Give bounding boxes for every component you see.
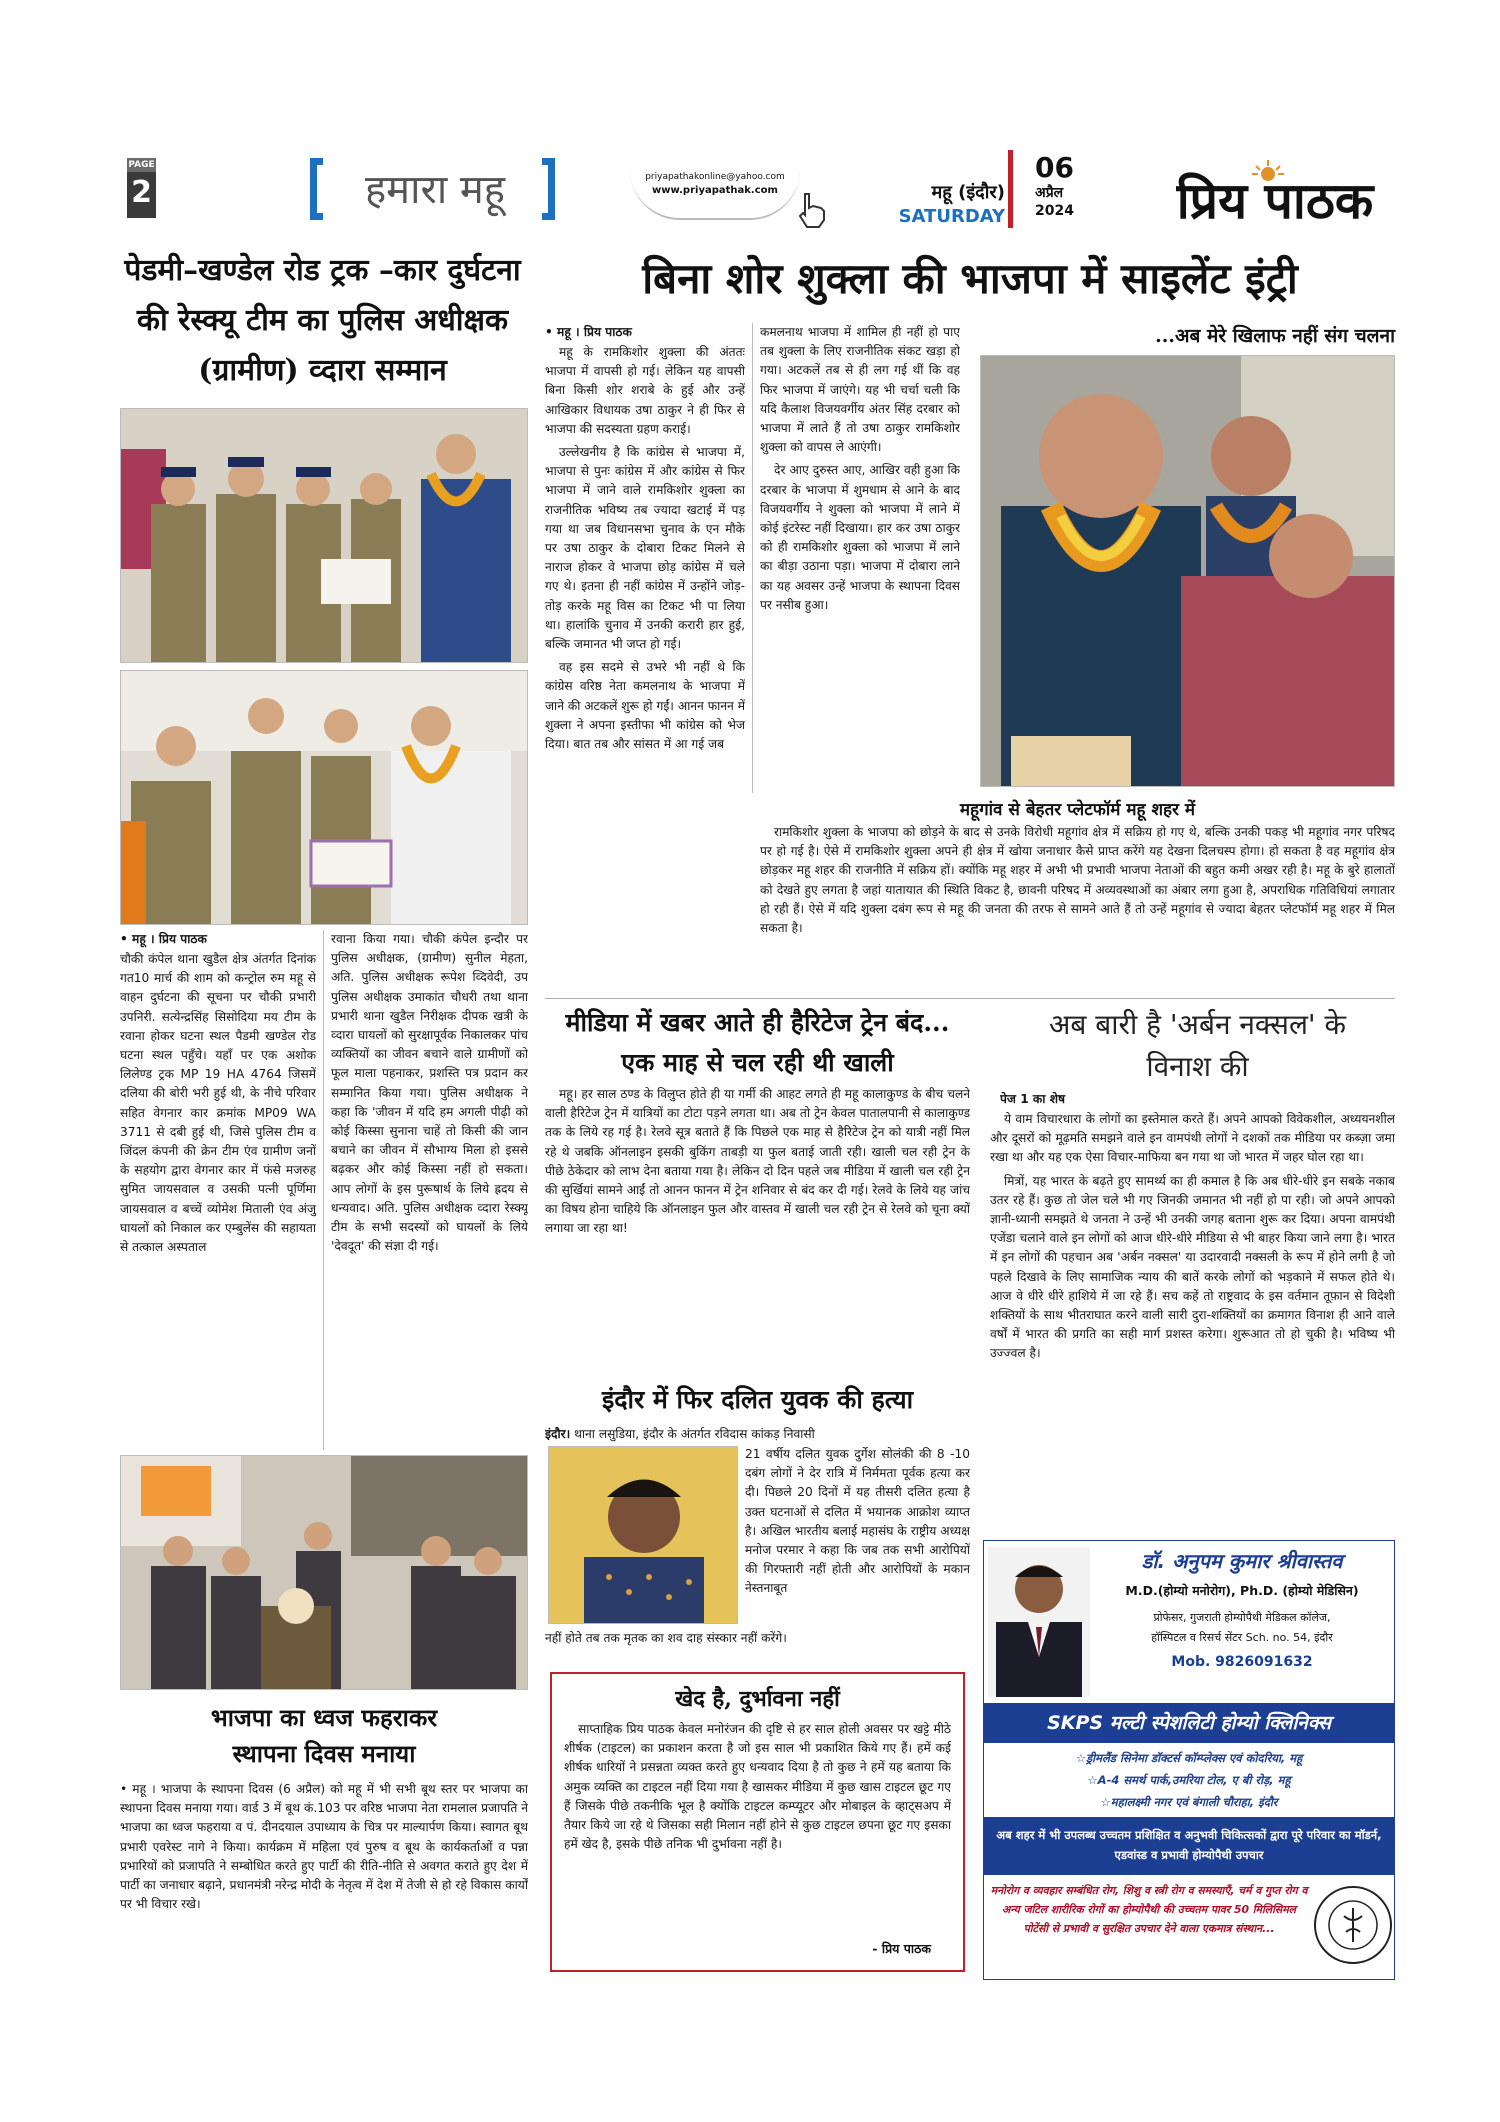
email-text: priyapathakonline@yahoo.com (645, 172, 785, 182)
doctor-ad (983, 1540, 1395, 1980)
apology-signoff: - प्रिय पाठक (872, 1941, 931, 1956)
indore-body-top: इंदौर। थाना लसुडिया, इंदौर के अंतर्गत रविदास कांकड़ निवासी (545, 1427, 815, 1441)
police-col-2: रवाना किया गया। चौकी कंपेल इन्दौर पर पुलिस अधीक्षक, (ग्रामीण) सुनील मेहता, अति. पुलिस अधीक्षक रूपेश व्दिवेदी, उप पुलिस अधीक्षक उमाकांत चौधरी तथा थाना प्रभारी थाना खुडैल निरीक्षक दीपक खत्री के व्दारा घायलों को सुरक्षापूर्वक निकालकर पांच व्यक्तियों का जीवन बचाने वाले ग्रामीणों को फूल माला पहनाकर, प्रशस्ति पत्र प्रदान कर सम्मानित किया गया। पुलिस अधीक्षक ने कहा कि 'जीवन में यदि हम अगली पीढ़ी को कोई किस्सा सुनाना चाहें तो किसी की जान बचाने का जीवन में सौभाग्य मिला हो इससे बढ़कर और कोई किस्सा नहीं हो सकता। आप लोगों के इस पुरूषार्थ के लिये ह्रदय से धन्यवाद। अति. पुलिस अधीक्षक व्दारा रेस्क्यू टीम के सभी सदस्यों को घायलों के लिये 'देवदूत' की संज्ञा दी गई। (331, 932, 528, 1254)
shukla-col-1: महू के रामकिशोर शुक्ला की अंततः भाजपा में वापसी हो गई। लेकिन यह वापसी बिना किसी शोर शराबे के हुई और उन्हें आखिकार विधायक उषा ठाकुर ने ही फिर से भाजपा की सदस्यता ग्रहण कराई। उल्लेखनीय है कि कांग्रेस से भाजपा में, भाजपा से पुनः कांग्रेस में और कांग्रेस से फिर भाजपा में जाने वाले रामकिशोर शुक्ला का राजनीतिक भविष्य तब ज्यादा खटाई में पड़ गया था जब विधानसभा चुनाव के एन मौके पर उषा ठाकुर के दोबारा टिकट मिलने से नाराज होकर वे भाजपा छोड़ कांग्रेस में चले गए थे। इतना ही नहीं कांग्रेस में उन्होंने जोड़-तोड़ करके महू विस का टिकट भी पा लिया था। हालांकि चुनाव में उनकी करारी हार हुई, बल्कि जमानत भी जप्त हो गई। वह इस सदमे से उभरे भी नहीं थे कि कांग्रेस वरिष्ठ नेता कमलनाथ के भाजपा में जाने की अटकलें शुरू हो गईं। आनन फानन में शुक्ला ने अपना इस्तीफा भी कांग्रेस को भेज दिया। बात तब और सांसत में आ गई जब (545, 345, 745, 752)
edition-day: SATURDAY (898, 206, 1005, 227)
naxal-continued: पेज 1 का शेष (1000, 1092, 1066, 1106)
shukla-subhead: ...अब मेरे खिलाफ नहीं संग चलना (1155, 325, 1395, 347)
bjp-flag-body: • महू । भाजपा के स्थापना दिवस (6 अप्रैल) को महू में भी सभी बूथ स्तर पर भाजपा का स्थापना दिवस मनाया गया। वार्ड 3 में बूथ कं.103 पर वरिष्ठ भाजपा नेता रामलाल प्रजापति ने भाजपा का ध्वज फहराया व पं. दीनदयाल उपाध्याय के चित्र पर माल्यार्पण किया। स्वागत बूथ प्रभारी एवरेस्ट नागे ने किया। कार्यक्रम में महिला एवं पुरुष व बूथ के कार्यकर्ताओं व पन्ना प्रभारियों को प्रजापति ने सम्बोधित करते हुए पार्टी की रीति-नीति से अवगत कराते हुए देश में पार्टी का जनाधार बढ़ाने, प्रधानमंत्री नरेन्द्र मोदी के नेतृत्व में देश में तेजी से हो रहे विकास कार्यों पर भी विचार रखे। (120, 1782, 528, 1912)
police-headline: पेडमी–खण्डेल रोड ट्रक –कार दुर्घटना की रेस्क्यू टीम का पुलिस अधीक्षक (ग्रामीण) व्दारा सम्मान (124, 253, 521, 388)
edition-city: महू (इंदौर) (931, 182, 1005, 203)
apology-body: साप्ताहिक प्रिय पाठक केवल मनोरंजन की दृष्टि से हर साल होली अवसर पर खट्टे मीठे शीर्षक (टाइटल) का प्रकाशन करता है जो इस साल भी प्रकाशित किये गए हैं। हमें कई शीर्षक धारियों ने प्रसन्नता व्यक्त करते हुए धन्यवाद दिया है तो कुछ ने हमें यह बताया कि अमुक व्यक्ति का टाइटल नहीं दिया गया है खासकर मीडिया में कुछ खास टाइटल छूट गए हैं जिसके पीछे तकनीकि भूल है क्योंकि टाइटल कम्प्यूटर और मोबाइल के व्हाट्सअप में तैयार किये जा रहे थे जिसका सही मिलान नहीं होने से कुछ टाइटल छपना छूट गए इसका हमें खेद है, इसके पीछे तनिक भी दुर्भावना नहीं है। (564, 1722, 951, 1852)
indore-body-side: 21 वर्षीय दलित युवक दुर्गेश सोलंकी की 8 -10 दबंग लोगों ने देर रात्रि में निर्ममता पूर्वक हत्या कर दी। पिछले 20 दिनों में यह तीसरी दलित हत्या है उक्त घटनाओं से दलित में भयानक आक्रोश व्याप्त है। अखिल भारतीय बलाई महासंघ के राष्ट्रीय अध्यक्ष मनोज परमार ने कहा कि जब तक सभी आरोपियों की गिरफ्तारी नहीं होती और आरोपियों के मकान नेस्तनाबूत (745, 1447, 970, 1596)
page-number: 2 (131, 175, 152, 210)
doctor-photo (988, 1547, 1090, 1697)
police-col-1: चौकी कंपेल थाना खुडैल क्षेत्र अंतर्गत दिनांक गत10 मार्च की शाम को कन्ट्रोल रुम महू से वाहन दुर्घटना की सूचना पर चौकी प्रभारी उपनिरी. सत्येन्द्रसिंह सिसोदिया मय टीम के रवाना होकर घटना स्थल पैडमी खण्डेल रोड घटना स्थल पहुँचे। यहाँ पर एक अशोक लिलेण्ड ट्रक MP 19 HA 4764 जिसमें दलिया की बोरी भरी हुई थी, के नीचे परिवार सहित वेगनार कार क्रमांक MP09 WA 3711 से दबी हुई थी, जिसे पुलिस टीम व जिंदल कंपनी की क्रेन टीम एंव ग्रामीण जनों के सहयोग द्वारा वेगनार कार में फंसे मजरुह सुमित जायसवाल व उसकी पत्नी पूर्णिमा जायसवाल व बच्चें व्योमेश मिताली एंव अंजु घायलों को निकाल कर एम्बुलेंस की सहायता से तत्काल अस्पताल (120, 952, 316, 1255)
edition-date: 06 अप्रैल 2024 (1035, 151, 1074, 219)
naxal-headline: अब बारी है 'अर्बन नक्सल' के विनाश की (1048, 1008, 1347, 1083)
bjp-flag-headline: भाजपा का ध्वज फहराकर स्थापना दिवस मनाया (210, 1703, 438, 1768)
shukla-box-headline: महूगांव से बेहतर प्लेटफॉर्म महू शहर में (959, 800, 1196, 820)
clinic-promo: अब शहर में भी उपलब्ध उच्चतम प्रशिक्षित व अनुभवी चिकित्सकों द्वारा पूरे परिवार का मॉडर्न, एडवांस्ड व प्रभावी होम्योपैथी उपचार (984, 1817, 1394, 1875)
clinic-address-2: ☆A-4 समर्थ पार्क,उमरिया टोल, ए बी रोड़, महू (1087, 1773, 1291, 1787)
doctor-hospital: हॉस्पिटल व रिसर्च सेंटर Sch. no. 54, इंदौर (1151, 1631, 1333, 1644)
indore-dateline: इंदौर। (545, 1427, 571, 1441)
apology-box (550, 1672, 965, 1972)
police-photo-1 (120, 408, 528, 663)
website-link[interactable]: www.priyapathak.com (652, 185, 778, 196)
clinic-logo (1314, 1886, 1392, 1964)
contact-info (630, 170, 800, 220)
clinic-banner: SKPS मल्टी स्पेशलिटी होम्यो क्लिनिक्स (984, 1703, 1394, 1743)
naxal-body: ये वाम विचारधारा के लोगों का इस्तेमाल करते हैं। अपने आपको विवेकशील, अध्ययनशील और दूसरों को मूढ़मति समझने वाले इन वामपंथी लोगों ने दशकों तक मीडिया पर कब्ज़ा जमा रखा था और यह एक ऐसा विचार-माफिया बन गया था जो भारत में जहर घोल रहा था। मित्रों, यह भारत के बढ़ते हुए सामर्थ्य का ही कमाल है कि अब धीरे-धीरे इन सबके नकाब उतर रहे हैं। कुछ तो जेल चले भी गए जिनकी जमानत भी नहीं हो पा रही। जो अपने आपको ज्ञानी-ध्यानी समझते थे जनता ने उन्हें भी उनकी जगह बताना शुरू कर दिया। अपना वामपंथी एजेंडा चलाने वाले इन लोगों को आज धीरे-धीरे मीडिया से भी बाहर किया जाने लगा है। भारत में इन लोगों की पहचान अब 'अर्बन नक्सल' या उदारवादी नक्सली के रूप में होने लगी है जो पहले दिखावे के लिए सामाजिक न्याय की बातें करके लोगों को भड़काने में सफल होते थे। आज वे धीरे धीरे हाशिये में जा रहे हैं। सच कहें तो राष्ट्रवाद के इस वर्तमान तूफ़ान से विदेशी शक्तियों के साथ भीतराघात करने वाली सारी दुरा-शक्तियों का क्रमागत विनाश ही आने वाले वर्षों में भारत की प्रगति का सही मार्ग प्रशस्त करेगा। शुरूआत तो हो चुकी है। भविष्य भी उज्ज्वल है। (990, 1112, 1395, 1361)
clinic-services: मनोरोग व व्यवहार सम्बंधित रोग, शिशु व स्त्री रोग व समस्याएँ, चर्म व गुप्त रोग व अन्य जटिल शारीरिक रोगों का होम्योपैथी की उच्चतम पावर 50 मिलिसिमल पोटेंसी से प्रभावी व सुरक्षित उपचार देने वाला एकमात्र संस्थान... (990, 1884, 1308, 1935)
train-body: महू। हर साल ठण्ड के विलुप्त होते ही या गर्मी की आहट लगते ही महू कालाकुण्ड के बीच चलने वाली हैरिटेज ट्रेन में यात्रियों का टोटा पड़ने लगता था। अब तो ट्रेन केवल पातालपानी से कालाकुण्ड तक के लिये रह गई है। रेलवे सूत्र बताते हैं कि पिछले एक माह से हैरिटेज ट्रेन को यात्री नहीं मिल रहे थे जबकि ऑनलाइन इसकी बुकिंग ताबड़ी या फुल बताई जाती रही। खाली चल रही ट्रेन के पीछे ठेकेदार को लाभ देना बताया गया है। लेकिन दो दिन पहले जब मीडिया में खाली चल रही ट्रेन की सुर्खियां सामने आईं तो आनन फानन में ट्रेन शनिवार से बंद कर दी गई। रेलवे के लिये यह जांच का विषय होना चाहिये कि ऑनलाइन फुल और वास्तव में खाली चल रही ट्रेन से रेलवे को चूना क्यों लगाया जा रहा था! (545, 1087, 970, 1236)
shukla-box-body: रामकिशोर शुक्ला के भाजपा को छोड़ने के बाद से उनके विरोधी महूगांव क्षेत्र में सक्रिय हो गए थे, बल्कि उनकी पकड़ भी महूगांव नगर परिषद पर हो गई है। ऐसे में रामकिशोर शुक्ला अपने ही क्षेत्र में खोया जनाधार कैसे प्राप्त करेंगे यह देखना दिलचस्प होगा। हो सकता है वह महूगांव क्षेत्र छोड़कर महू शहर की राजनीति में सक्रिय हों। क्योंकि महू शहर में अभी भी प्रभावी भाजपा नेताओं की बहुत कमी अखर रही है। महू के बुरे हालातों को देखते हुए लगता है जहां यातायात की स्थिति विकट है, छावनी परिषद में अव्यवस्थाओं का अंबार लगा हुआ है, अपराधिक गतिविधियां लगातार हो रही हैं। ऐसे में यदि शुक्ला दबंग रूप से महू की जनता की तरफ से सामने आते हैं तो उन्हें महूगांव से ज्यादा बेहतर प्लेटफॉर्म महू शहर में मिल सकता है। (760, 825, 1395, 936)
police-dateline: • महू । प्रिय पाठक (120, 932, 207, 946)
doctor-name: डॉ. अनुपम कुमार श्रीवास्तव (1141, 1549, 1343, 1573)
train-headline: मीडिया में खबर आते ही हैरिटेज ट्रेन बंद... एक माह से चल रही थी खाली (565, 1008, 950, 1077)
police-photo-2 (120, 670, 528, 925)
doctor-degrees: M.D.(होम्यो मनोरोग), Ph.D. (होम्यो मेडिसिन) (1125, 1583, 1359, 1598)
section-bracket-right (542, 158, 555, 220)
indore-headline: इंदौर में फिर दलित युवक की हत्या (601, 1385, 914, 1414)
section-bracket-left (310, 158, 323, 220)
shukla-headline: बिना शोर शुक्ला की भाजपा में साइलेंट इंट्री (642, 254, 1298, 303)
victim-photo (548, 1446, 738, 1624)
apology-headline: खेद है, दुर्भावना नहीं (675, 1686, 840, 1712)
date-divider (1008, 150, 1013, 228)
page-label: PAGE 2 (127, 158, 156, 218)
section-title: हमारा महू (364, 167, 506, 213)
shukla-photo (980, 355, 1395, 787)
masthead-logo (1150, 158, 1400, 238)
hand-cursor-icon (795, 190, 829, 230)
shukla-col-2: कमलनाथ भाजपा में शामिल ही नहीं हो पाए तब शुक्ला के लिए राजनीतिक संकट खड़ा हो गया। अटकलें तब से ही लग गई थीं कि वह फिर भाजपा में जाएंगे। यह भी चर्चा चली कि यदि कैलाश विजयवर्गीय अंतर सिंह दरबार को भाजपा में लाते हैं तो उषा ठाकुर रामकिशोर शुक्ला को वापस ले आएंगी। देर आए दुरुस्त आए, आखिर वही हुआ कि दरबार के भाजपा में शुमधाम से आने के बाद विजयवर्गीय ने शुक्ला को भाजपा में लाने में कोई इंटरेस्ट नहीं दिखाया। हार कर उषा ठाकुर को ही रामकिशोर शुक्ला को भाजपा में लाने का बीड़ा उठाना पड़ा। भाजपा में दोबारा लाने का यह अवसर उन्हें भाजपा के स्थापना दिवस पर नसीब हुआ। (760, 325, 960, 612)
doctor-mobile[interactable]: Mob. 9826091632 (1171, 1654, 1313, 1670)
clinic-address-3: ☆महालक्ष्मी नगर एवं बंगाली चौराहा, इंदौर (1100, 1795, 1278, 1809)
doctor-position: प्रोफेसर, गुजराती होम्योपैथी मेडिकल कॉलेज, (1153, 1611, 1331, 1624)
shukla-dateline: • महू । प्रिय पाठक (545, 325, 632, 339)
masthead-title: प्रिय पाठक (1176, 171, 1374, 230)
indore-body-bottom: नहीं होते तब तक मृतक का शव दाह संस्कार नहीं करेंगे। (545, 1631, 787, 1645)
bjp-event-photo (120, 1455, 528, 1690)
clinic-address-1: ☆ड्रीमलैंड सिनेमा डॉक्टर्स कॉम्प्लेक्स एवं कोदरिया, महू (1075, 1751, 1303, 1765)
